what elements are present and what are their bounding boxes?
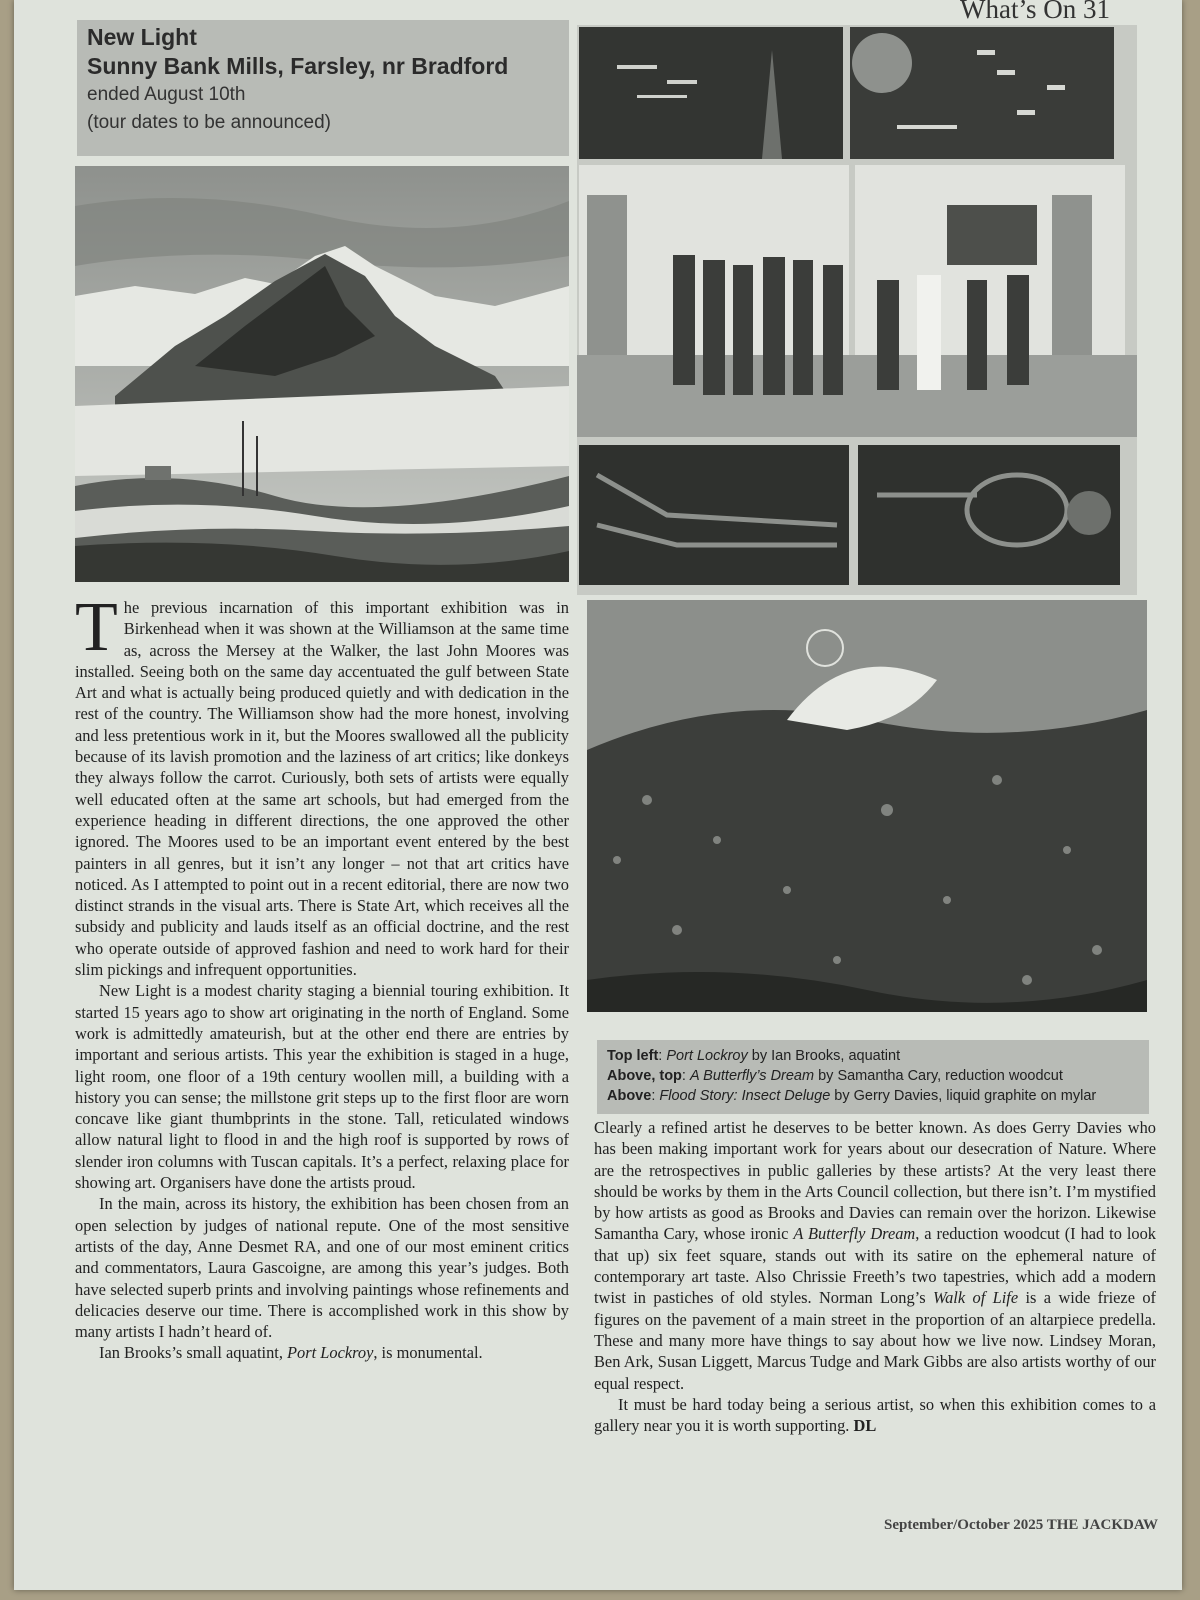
exhibition-dates: ended August 10th	[87, 84, 246, 105]
exhibition-tour: (tour dates to be announced)	[87, 112, 332, 133]
page-header: What’s On 31	[960, 0, 1110, 24]
image-captions	[597, 1040, 1149, 1114]
port-lockroy-image	[75, 166, 569, 582]
article-column-right	[594, 1117, 1156, 1436]
drop-cap: T	[75, 589, 118, 666]
article-paragraph-2: New Light is a modest charity staging a biennial touring exhibition. It started 15 years ago to show art originating in the north of England. Some work is admittedly amateurish, but at the other end there are entries by important and serious artists. This year the exhibition is staged in a huge, light room, one floor of a 19th century woollen mill, a building with a history you can sense; the millstone grit steps up to the first floor are worn concave like giant thumbprints in the stone. Tall, reticulated windows allow natural light to flood in and the high roof is supported by rows of slender iron columns with Tuscan capitals. It’s a perfect, relaxing place for showing art. Organisers have done the artists proud.	[75, 981, 569, 1193]
article-paragraph-3: In the main, across its history, the exhibition has been chosen from an open selection by judges of national repute. One of the most sensitive artists of the day, Anne Desmet RA, and one of our most eminent critics and commentators, Laura Gascoigne, are among this year’s judges. Both have selected superb prints and involving paintings whose refinements and delicacies deserve our time. There is accomplished work in this show by many artists I hadn’t heard of.	[75, 1194, 569, 1342]
exhibition-info-box	[77, 20, 569, 156]
article-paragraph-1: The previous incarnation of this important exhibition was in Birkenhead when it was shown at the Williamson at the same time as, across the Mersey at the Walker, the last John Moores was installed. Seeing both on the same day accentuated the gulf between State Art and what is actually being produced quietly and with dedication in the rest of the country. The Williamson show had the more honest, involving and less pretentious work in it, but the Moores swallowed all the publicity because of its lavish promotion and the laziness of art critics; like donkeys they always follow the carrot. Curiously, both sets of artists were equally well educated often at the same art schools, but had emerged from the experience heading in different directions, the one approved the other ignored. The Moores used to be an important event entered by the best painters in all genres, but it isn’t any longer – not that art critics have noticed. As I attempted to point out in a recent editorial, there are now two distinct strands in the visual arts. There is State Art, which receives all the subsidy and publicity and lauds itself as an official doctrine, and the rest who operate outside of approved fashion and need to work hard for their slim pickings and infrequent opportunities.	[75, 589, 569, 980]
caption-line-1: Top left: Port Lockroy by Ian Brooks, aquatint	[607, 1048, 901, 1064]
butterfly-dream-image	[577, 25, 1137, 595]
caption-line-3: Above: Flood Story: Insect Deluge by Gerry Davies, liquid graphite on mylar	[607, 1088, 1097, 1104]
author-signature: DL	[853, 1416, 877, 1436]
article-paragraph-5: Clearly a refined artist he deserves to be better known. As does Gerry Davies who has been making important work for years about our desecration of Nature. Where are the retrospectives in public galleries by these artists? At the very least there should be works by them in the Arts Council collection, but there isn’t. I’m mystified by how artists as good as Brooks and Davies can remain over the horizon. Likewise Samantha Cary, whose ironic A Butterfly Dream, a reduction woodcut (I had to look that up) six feet square, stands out with its satire on the ephemeral nature of contemporary art taste. Also Chrissie Freeth’s two tapestries, which add a modern twist in pastiches of old styles. Norman Long’s Walk of Life is a wide frieze of figures on the pavement of a main street in the proportion of an altarpiece predella. These and many more have things to say about how we live now. Lindsey Moran, Ben Ark, Susan Liggett, Marcus Tudge and Mark Gibbs are also artists worthy of our equal respect.	[594, 1118, 1156, 1393]
exhibition-venue: Sunny Bank Mills, Farsley, nr Bradford	[87, 53, 509, 79]
magazine-page	[14, 0, 1182, 1590]
issue-footer: September/October 2025 THE JACKDAW	[883, 1517, 1158, 1533]
article-paragraph-6: It must be hard today being a serious artist, so when this exhibition comes to a gallery near you it is worth supporting. DL	[594, 1394, 1156, 1436]
caption-line-2: Above, top: A Butterfly’s Dream by Samantha Cary, reduction woodcut	[607, 1068, 1063, 1084]
article-paragraph-4: Ian Brooks’s small aquatint, Port Lockroy, is monumental.	[99, 1343, 483, 1363]
flood-story-image	[587, 600, 1147, 1012]
article-column-left	[75, 589, 569, 1364]
exhibition-title: New Light	[87, 24, 197, 50]
